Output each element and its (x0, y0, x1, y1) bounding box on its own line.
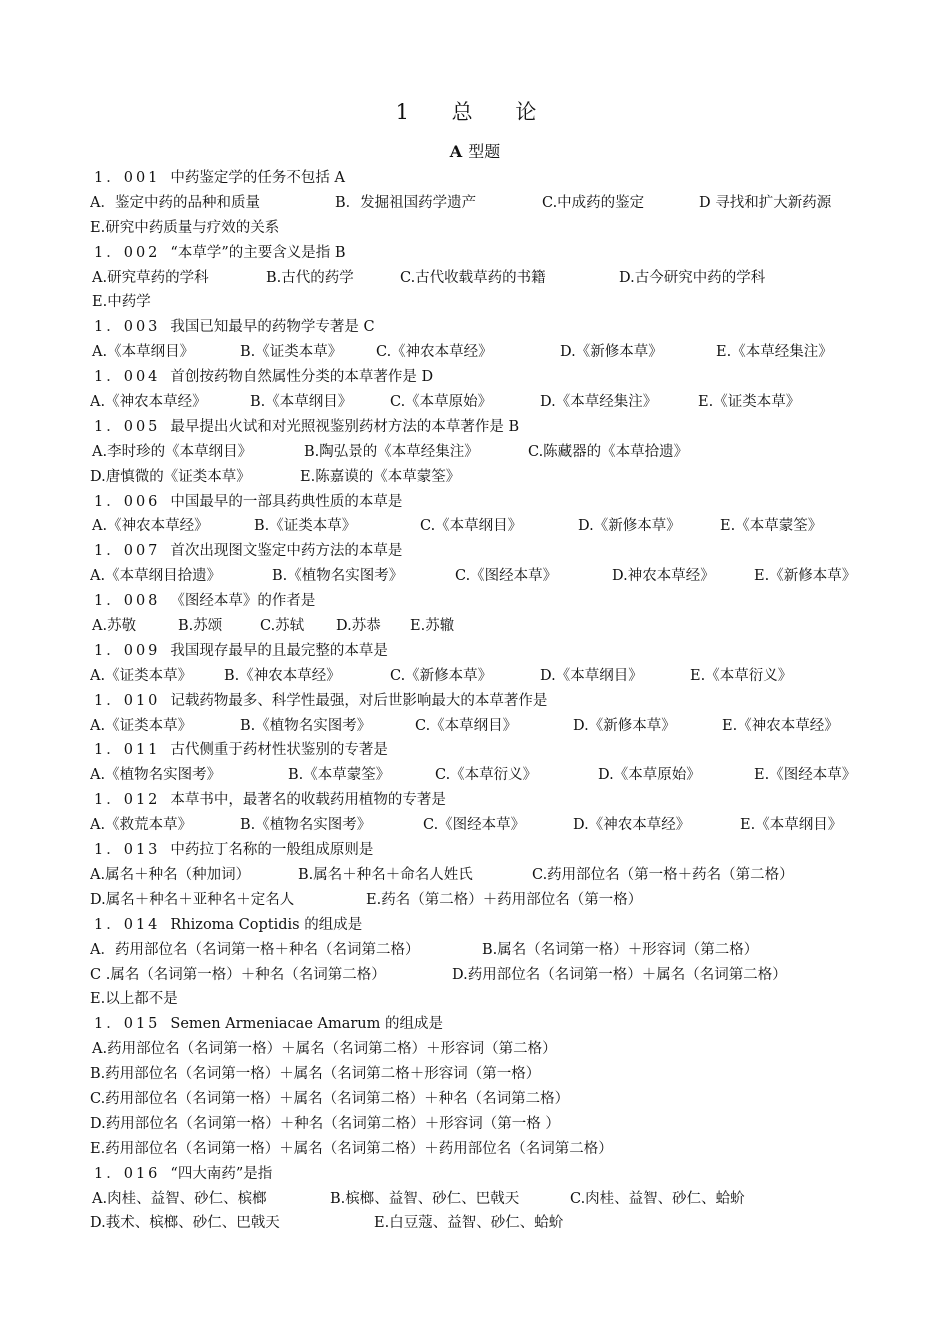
answer-option: D 寻找和扩大新药源 (699, 194, 832, 211)
answer-option: E.《本草纲目》 (740, 817, 843, 834)
answer-option: A.研究草药的学科 (92, 269, 209, 286)
answer-option: E.苏辙 (410, 618, 455, 635)
option-line (90, 888, 890, 913)
answer-option: A.《证类本草》 (90, 717, 193, 734)
answer-option: D.古今研究中药的学科 (619, 269, 766, 286)
question-stem (90, 913, 890, 938)
option-line (90, 390, 890, 415)
question-text: 首次出现图文鉴定中药方法的本草是 (170, 543, 403, 560)
question-text: “本草学”的主要含义是指 B (170, 244, 346, 261)
option-line (90, 763, 890, 788)
option-line (90, 1187, 890, 1212)
answer-option: C .属名（名词第一格）＋种名（名词第二格） (90, 966, 386, 983)
question-number: 1．002 (94, 244, 161, 261)
answer-option: C.《本草纲目》 (415, 717, 518, 734)
answer-option: C.《本草原始》 (390, 394, 493, 411)
option-line (90, 863, 890, 888)
question-number: 1．013 (94, 842, 161, 859)
question-text: 《图经本草》的作者是 (170, 593, 316, 610)
answer-option: B.《证类本草》 (240, 344, 343, 361)
answer-option: B.陶弘景的《本草经集注》 (304, 443, 479, 460)
question-stem (90, 166, 890, 191)
answer-option: B.《本草纲目》 (250, 394, 353, 411)
answer-option: D.苏恭 (336, 618, 381, 635)
chapter-title: 1 总 论 (395, 100, 555, 124)
answer-option: B.苏颂 (178, 618, 223, 635)
question-number: 1．011 (94, 742, 161, 759)
question-text: 最早提出火试和对光照视鉴别药材方法的本草著作是 B (170, 418, 520, 435)
question-stem (90, 241, 890, 266)
question-stem (90, 838, 890, 863)
option-line (90, 1087, 890, 1112)
option-line (90, 191, 890, 216)
answer-option: E.研究中药质量与疗效的关系 (90, 219, 280, 236)
answer-option: B.《证类本草》 (254, 518, 357, 535)
answer-option: D.神农本草经》 (612, 568, 715, 585)
question-number: 1．004 (94, 369, 161, 386)
question-number: 1．009 (94, 642, 161, 659)
question-stem (90, 490, 890, 515)
question-number: 1．012 (94, 792, 161, 809)
answer-option: A.药用部位名（名词第一格）＋属名（名词第二格）＋形容词（第二格） (92, 1041, 557, 1058)
answer-option: C.苏轼 (260, 618, 305, 635)
answer-option: D.《本草纲目》 (540, 667, 643, 684)
answer-option: C.药用部位名（名词第一格）＋属名（名词第二格）＋种名（名词第二格） (90, 1090, 570, 1107)
answer-option: C.《新修本草》 (390, 667, 493, 684)
answer-option: A.《植物名实图考》 (90, 767, 222, 784)
answer-option: C.《图经本草》 (455, 568, 558, 585)
answer-option: A.《证类本草》 (90, 667, 193, 684)
answer-option: C.《本草衍义》 (435, 767, 538, 784)
question-text: 中国最早的一部具药典性质的本草是 (170, 493, 403, 510)
question-stem (90, 315, 890, 340)
question-number: 1．005 (94, 418, 161, 435)
answer-option: A.李时珍的《本草纲目》 (92, 443, 253, 460)
answer-option: E.《本草蒙筌》 (720, 518, 823, 535)
answer-option: C.陈藏器的《本草拾遗》 (528, 443, 689, 460)
option-line (90, 1112, 890, 1137)
question-stem (90, 365, 890, 390)
answer-option: B．发掘祖国药学遗产 (335, 194, 477, 211)
answer-option: D.莪术、槟榔、砂仁、巴戟天 (90, 1215, 280, 1232)
question-text: 中药拉丁名称的一般组成原则是 (170, 842, 374, 859)
answer-option: E.白豆蔻、益智、砂仁、蛤蚧 (374, 1215, 564, 1232)
question-stem (90, 1162, 890, 1187)
question-stem (90, 1012, 890, 1037)
option-line (90, 440, 890, 465)
question-list (90, 166, 890, 1236)
question-number: 1．014 (94, 916, 161, 933)
option-line (90, 813, 890, 838)
answer-option: B.《本草蒙筌》 (288, 767, 391, 784)
answer-option: B.槟榔、益智、砂仁、巴戟天 (330, 1190, 520, 1207)
question-stem (90, 639, 890, 664)
option-line (90, 340, 890, 365)
question-stem (90, 539, 890, 564)
option-line (90, 266, 890, 291)
answer-option: B.属名（名词第一格）＋形容词（第二格） (482, 941, 759, 958)
question-text: 首创按药物自然属性分类的本草著作是 D (170, 369, 434, 386)
answer-option: D.《新修本草》 (560, 344, 663, 361)
answer-option: D.药用部位名（名词第一格）＋属名（名词第二格） (452, 966, 787, 983)
question-text: 记载药物最多、科学性最强，对后世影响最大的本草著作是 (170, 692, 548, 709)
option-line (90, 1211, 890, 1236)
answer-option: B.《植物名实图考》 (272, 568, 404, 585)
option-line (90, 714, 890, 739)
option-line (90, 614, 890, 639)
answer-option: D.《本草经集注》 (540, 394, 658, 411)
question-number: 1．008 (94, 593, 161, 610)
section-label: A (449, 142, 463, 161)
answer-option: D.《新修本草》 (578, 518, 681, 535)
question-text: 我国已知最早的药物学专著是 C (170, 319, 375, 336)
question-number: 1．016 (94, 1165, 161, 1182)
question-text: “四大南药”是指 (170, 1165, 273, 1182)
option-line (90, 216, 890, 241)
question-text: Rhizoma Coptidis 的组成是 (170, 916, 363, 933)
question-number: 1．010 (94, 692, 161, 709)
option-line (90, 465, 890, 490)
question-number: 1．006 (94, 493, 161, 510)
answer-option: D.《神农本草经》 (573, 817, 691, 834)
option-line (90, 664, 890, 689)
answer-option: A.苏敬 (92, 618, 137, 635)
answer-option: E.药名（第二格）＋药用部位名（第一格） (366, 891, 643, 908)
question-stem (90, 689, 890, 714)
answer-option: A.《救荒本草》 (90, 817, 193, 834)
answer-option: E.药用部位名（名词第一格）＋属名（名词第二格）＋药用部位名（名词第二格） (90, 1140, 613, 1157)
answer-option: A.《本草纲目拾遗》 (90, 568, 222, 585)
answer-option: A.肉桂、益智、砂仁、槟榔 (92, 1190, 267, 1207)
answer-option: E.《神农本草经》 (722, 717, 839, 734)
question-number: 1．003 (94, 319, 161, 336)
section-title-text: 型题 (468, 142, 501, 161)
answer-option: A.《神农本草经》 (92, 518, 209, 535)
answer-option: B.《植物名实图考》 (240, 817, 372, 834)
answer-option: A．鉴定中药的品种和质量 (90, 194, 260, 211)
answer-option: A．药用部位名（名词第一格＋种名（名词第二格） (90, 941, 420, 958)
answer-option: B.古代的药学 (266, 269, 354, 286)
question-number: 1．001 (94, 170, 161, 186)
answer-option: E.《图经本草》 (754, 767, 857, 784)
option-line (90, 1037, 890, 1062)
answer-option: E.陈嘉谟的《本草蒙筌》 (300, 468, 461, 485)
answer-option: E.以上都不是 (90, 991, 178, 1008)
question-text: Semen Armeniacae Amarum 的组成是 (170, 1016, 444, 1033)
answer-option: C.肉桂、益智、砂仁、蛤蚧 (570, 1190, 745, 1207)
answer-option: E.《本草衍义》 (690, 667, 793, 684)
answer-option: E.《本草经集注》 (716, 344, 833, 361)
option-line (90, 1137, 890, 1162)
answer-option: E.《新修本草》 (754, 568, 857, 585)
answer-option: D.属名＋种名＋亚种名＋定名人 (90, 891, 295, 908)
answer-option: B.属名＋种名＋命名人姓氏 (298, 866, 473, 883)
answer-option: C.《神农本草经》 (376, 344, 493, 361)
option-line (90, 938, 890, 963)
question-stem (90, 788, 890, 813)
option-line (90, 987, 890, 1012)
question-stem (90, 738, 890, 763)
answer-option: E.中药学 (92, 294, 151, 311)
question-number: 1．007 (94, 543, 161, 560)
answer-option: C.中成药的鉴定 (542, 194, 645, 211)
question-text: 本草书中，最著名的收载药用植物的专著是 (170, 792, 446, 809)
answer-option: B.《神农本草经》 (224, 667, 341, 684)
answer-option: A.《本草纲目》 (92, 344, 195, 361)
question-text: 中药鉴定学的任务不包括 A (170, 170, 345, 186)
answer-option: C.药用部位名（第一格＋药名（第二格） (532, 866, 794, 883)
question-text: 古代侧重于药材性状鉴别的专著是 (170, 742, 388, 759)
answer-option: C.《本草纲目》 (420, 518, 523, 535)
question-text: 我国现存最早的且最完整的本草是 (170, 642, 388, 659)
option-line (90, 290, 890, 315)
answer-option: C.《图经本草》 (423, 817, 526, 834)
answer-option: C.古代收载草药的书籍 (400, 269, 546, 286)
answer-option: B.药用部位名（名词第一格）＋属名（名词第二格＋形容词（第一格） (90, 1066, 541, 1083)
answer-option: D.唐慎微的《证类本草》 (90, 468, 251, 485)
question-stem (90, 415, 890, 440)
answer-option: B.《植物名实图考》 (240, 717, 372, 734)
option-line (90, 514, 890, 539)
option-line (90, 1062, 890, 1087)
answer-option: A.属名＋种名（种加词） (90, 866, 251, 883)
question-stem (90, 589, 890, 614)
answer-option: A.《神农本草经》 (90, 394, 207, 411)
question-number: 1．015 (94, 1016, 161, 1033)
option-line (90, 963, 890, 988)
section-title (0, 141, 950, 163)
answer-option: D.《本草原始》 (598, 767, 701, 784)
answer-option: D.药用部位名（名词第一格）＋种名（名词第二格）＋形容词（第一格 ） (90, 1115, 560, 1132)
answer-option: E.《证类本草》 (698, 394, 801, 411)
option-line (90, 564, 890, 589)
answer-option: D.《新修本草》 (573, 717, 676, 734)
